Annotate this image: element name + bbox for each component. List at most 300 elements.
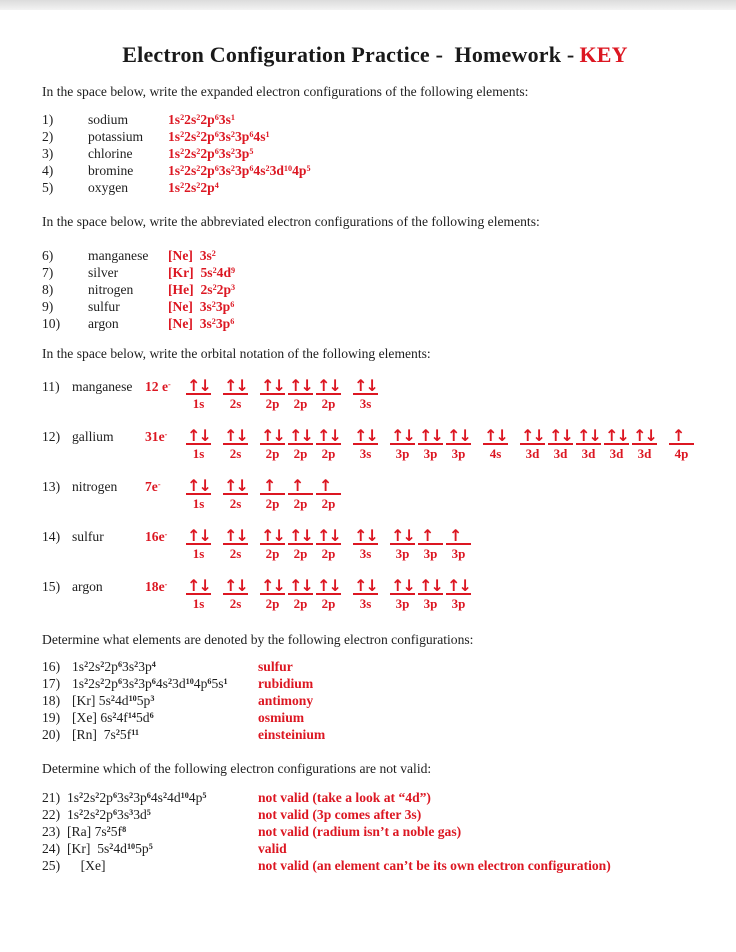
orbital-group bbox=[353, 376, 381, 412]
list-item bbox=[42, 145, 708, 162]
superscript: 14 bbox=[127, 711, 136, 721]
orbital-label: 2p bbox=[265, 596, 280, 611]
superscript: 11 bbox=[131, 728, 139, 738]
orbital-box bbox=[446, 526, 471, 562]
orbital-label: 4s bbox=[489, 446, 502, 461]
item-number: 7) bbox=[42, 265, 54, 280]
orbital-label: 2p bbox=[293, 596, 308, 611]
electron-arrows: ↑↓ bbox=[577, 426, 600, 445]
orbital-group bbox=[483, 426, 511, 462]
orbital-box bbox=[260, 376, 285, 412]
superscript: 10 bbox=[126, 842, 136, 852]
superscript: 2 bbox=[180, 113, 185, 123]
orbital-group bbox=[260, 376, 344, 412]
electron-arrows: ↑↓ bbox=[289, 376, 312, 395]
orbital-item bbox=[42, 376, 708, 412]
list-item bbox=[42, 264, 708, 281]
list-item bbox=[42, 281, 708, 298]
superscript: 3 bbox=[129, 808, 134, 818]
superscript: 6 bbox=[249, 130, 254, 140]
orbital-label: 3p bbox=[395, 446, 410, 461]
orbital-diagram bbox=[186, 476, 708, 512]
orbital-box bbox=[316, 376, 341, 412]
element-name: chlorine bbox=[88, 146, 133, 161]
orbital-label: 3p bbox=[423, 446, 438, 461]
superscript: 2 bbox=[230, 147, 235, 157]
superscript: 2 bbox=[196, 164, 201, 174]
electron-arrows: ↑↓ bbox=[224, 426, 247, 445]
superscript: 2 bbox=[196, 147, 201, 157]
orbital-diagram bbox=[186, 426, 708, 462]
list-item bbox=[42, 692, 708, 709]
orbital-box bbox=[576, 426, 601, 462]
superscript: 2 bbox=[212, 266, 217, 276]
orbital-box bbox=[548, 426, 573, 462]
list-item bbox=[42, 111, 708, 128]
superscript: 4 bbox=[151, 660, 156, 670]
item-number: 19) bbox=[42, 710, 61, 725]
given-configuration: $1s^22s^22p^63s^23p^4$ bbox=[72, 659, 156, 674]
superscript: 1 bbox=[265, 130, 270, 140]
electron-arrows: ↑↓ bbox=[261, 526, 284, 545]
section-abbreviated-intro: In the space below, write the abbreviated electron configurations of the following elements: bbox=[42, 214, 540, 229]
orbital-label: 2p bbox=[293, 496, 308, 511]
superscript: 2 bbox=[196, 130, 201, 140]
orbital-box bbox=[316, 576, 341, 612]
orbital-label: 2p bbox=[293, 546, 308, 561]
orbital-box bbox=[418, 576, 443, 612]
answer-configuration: $1s^22s^22p^4$ bbox=[168, 180, 219, 195]
superscript: 5 bbox=[148, 842, 153, 852]
superscript: 2 bbox=[112, 711, 117, 721]
electron-arrows: ↑ bbox=[260, 476, 285, 495]
orbital-group bbox=[186, 476, 214, 512]
answer-configuration: $1s^22s^22p^63s^23p^5$ bbox=[168, 146, 254, 161]
superscript: 6 bbox=[112, 791, 118, 801]
section-identify-intro: Determine what elements are denoted by the following electron configurations: bbox=[42, 632, 474, 647]
orbital-label: 3s bbox=[359, 396, 372, 411]
superscript: 3 bbox=[231, 283, 236, 293]
orbital-label: 2s bbox=[229, 546, 242, 561]
superscript: 2 bbox=[230, 130, 235, 140]
superscript: 6 bbox=[214, 147, 219, 157]
answer-element: antimony bbox=[258, 693, 314, 708]
worksheet-page bbox=[0, 10, 736, 874]
orbital-group bbox=[223, 576, 251, 612]
section-orbital-intro: In the space below, write the orbital notation of the following elements: bbox=[42, 346, 431, 361]
electron-arrows: ↑↓ bbox=[289, 576, 312, 595]
orbital-box bbox=[353, 376, 378, 412]
superscript: 2 bbox=[230, 164, 235, 174]
orbital-diagram bbox=[186, 576, 708, 612]
electron-arrows: ↑↓ bbox=[289, 426, 312, 445]
given-configuration: [Rn] $7s^25f^{11}$ bbox=[72, 727, 139, 742]
orbital-label: 3p bbox=[451, 596, 466, 611]
superscript: 6 bbox=[149, 711, 154, 721]
orbital-group bbox=[223, 376, 251, 412]
orbital-box bbox=[186, 376, 211, 412]
given-configuration: [Xe] bbox=[67, 858, 106, 873]
superscript: 6 bbox=[230, 300, 235, 310]
electron-arrows: ↑↓ bbox=[317, 426, 340, 445]
orbital-group bbox=[669, 426, 697, 462]
orbital-group bbox=[260, 576, 344, 612]
electron-arrows: ↑↓ bbox=[605, 426, 628, 445]
superscript: 2 bbox=[110, 694, 115, 704]
superscript: 8 bbox=[122, 825, 127, 835]
element-name: oxygen bbox=[88, 180, 129, 195]
orbital-item bbox=[42, 476, 708, 512]
orbital-label: 2p bbox=[265, 396, 280, 411]
orbital-label: 2p bbox=[265, 546, 280, 561]
orbital-label: 3p bbox=[395, 596, 410, 611]
orbital-group bbox=[353, 526, 381, 562]
orbital-label: 3p bbox=[423, 546, 438, 561]
list-item bbox=[42, 162, 708, 179]
superscript: 6 bbox=[207, 677, 212, 687]
superscript: 6 bbox=[214, 164, 219, 174]
orbital-label: 4p bbox=[674, 446, 689, 461]
given-configuration: $1s^22s^22p^63s^23p^64s^23d^{10}4p^65s^1$ bbox=[72, 676, 228, 691]
superscript: - bbox=[164, 430, 168, 440]
electron-arrows: ↑↓ bbox=[224, 576, 247, 595]
element-name: silver bbox=[88, 265, 119, 280]
orbital-group bbox=[186, 576, 214, 612]
superscript: 6 bbox=[117, 660, 123, 670]
item-number: 13) bbox=[42, 479, 61, 494]
electron-count: 12 e- bbox=[145, 379, 171, 394]
orbital-label: 3p bbox=[395, 546, 410, 561]
element-name: manganese bbox=[72, 379, 133, 394]
superscript: 6 bbox=[112, 808, 118, 818]
element-name: gallium bbox=[72, 429, 114, 444]
page-title-key: KEY bbox=[579, 42, 628, 67]
orbital-box bbox=[288, 376, 313, 412]
element-name: potassium bbox=[88, 129, 144, 144]
element-name: argon bbox=[72, 579, 103, 594]
orbital-group bbox=[260, 526, 344, 562]
electron-arrows: ↑↓ bbox=[317, 376, 340, 395]
answer-validity: valid bbox=[258, 841, 287, 856]
orbital-label: 3d bbox=[609, 446, 624, 461]
orbital-box bbox=[288, 426, 313, 462]
electron-arrows: ↑↓ bbox=[521, 426, 544, 445]
electron-arrows: ↑↓ bbox=[354, 576, 377, 595]
section-orbital-list bbox=[42, 376, 708, 612]
answer-validity: not valid (an element can’t be its own electron configuration) bbox=[258, 858, 611, 873]
item-number: 16) bbox=[42, 659, 61, 674]
superscript: 1 bbox=[230, 113, 235, 123]
item-number: 23) bbox=[42, 824, 61, 839]
orbital-label: 2p bbox=[321, 446, 336, 461]
superscript: 2 bbox=[211, 300, 216, 310]
orbital-label: 1s bbox=[192, 396, 205, 411]
element-name: nitrogen bbox=[88, 282, 134, 297]
page-top-edge bbox=[0, 0, 736, 10]
superscript: 2 bbox=[180, 181, 185, 191]
orbital-label: 1s bbox=[192, 596, 205, 611]
electron-count: 18e- bbox=[145, 579, 168, 594]
orbital-label: 2p bbox=[293, 396, 308, 411]
electron-arrows: ↑↓ bbox=[317, 576, 340, 595]
element-name: manganese bbox=[88, 248, 149, 263]
superscript: 5 bbox=[146, 808, 151, 818]
superscript: 2 bbox=[100, 660, 105, 670]
section-abbreviated-list bbox=[42, 247, 708, 332]
superscript: 2 bbox=[167, 677, 173, 687]
orbital-box bbox=[316, 526, 341, 562]
orbital-box bbox=[353, 426, 378, 462]
superscript: 2 bbox=[95, 791, 100, 801]
orbital-label: 3p bbox=[423, 596, 438, 611]
superscript: 2 bbox=[95, 808, 100, 818]
item-number: 6) bbox=[42, 248, 54, 263]
orbital-box bbox=[186, 576, 211, 612]
element-name: bromine bbox=[88, 163, 134, 178]
electron-arrows: ↑↓ bbox=[187, 476, 210, 495]
electron-arrows: ↑↓ bbox=[224, 376, 247, 395]
item-number: 2) bbox=[42, 129, 54, 144]
item-number: 5) bbox=[42, 180, 54, 195]
list-item bbox=[42, 709, 708, 726]
answer-configuration: [He] $2s^22p^3$ bbox=[168, 282, 236, 297]
superscript: 2 bbox=[180, 130, 185, 140]
list-item bbox=[42, 128, 708, 145]
electron-arrows: ↑↓ bbox=[187, 526, 210, 545]
list-item bbox=[42, 247, 708, 264]
superscript: 2 bbox=[79, 791, 84, 801]
section-validity-list bbox=[42, 789, 708, 874]
electron-arrows: ↑↓ bbox=[391, 426, 414, 445]
orbital-label: 2p bbox=[265, 446, 280, 461]
superscript: 2 bbox=[129, 791, 134, 801]
electron-count: 31e- bbox=[145, 429, 168, 444]
given-configuration: [Kr] $5s^24d^{10}5p^5$ bbox=[67, 841, 153, 856]
orbital-box bbox=[446, 426, 471, 462]
orbital-label: 2p bbox=[321, 546, 336, 561]
item-number: 12) bbox=[42, 429, 61, 444]
answer-configuration: [Kr] $5s^24d^9$ bbox=[168, 265, 236, 280]
answer-validity: not valid (take a look at “4d”) bbox=[258, 790, 431, 805]
element-name: sulfur bbox=[88, 299, 120, 314]
item-number: 15) bbox=[42, 579, 61, 594]
orbital-group bbox=[186, 376, 214, 412]
answer-element: osmium bbox=[258, 710, 305, 725]
superscript: 2 bbox=[162, 791, 168, 801]
answer-element: sulfur bbox=[258, 659, 293, 674]
section-identify-list bbox=[42, 658, 708, 743]
item-number: 9) bbox=[42, 299, 54, 314]
orbital-box bbox=[418, 526, 443, 562]
electron-arrows: ↑↓ bbox=[187, 376, 210, 395]
item-number: 10) bbox=[42, 316, 61, 331]
orbital-label: 2p bbox=[321, 496, 336, 511]
orbital-box bbox=[353, 526, 378, 562]
superscript: 2 bbox=[100, 677, 105, 687]
electron-arrows: ↑ bbox=[669, 426, 694, 445]
answer-validity: not valid (3p comes after 3s) bbox=[258, 807, 422, 822]
orbital-box bbox=[223, 526, 248, 562]
orbital-group bbox=[223, 476, 251, 512]
electron-arrows: ↑↓ bbox=[447, 426, 470, 445]
superscript: 2 bbox=[79, 808, 84, 818]
given-configuration: [Kr] $5s^24d^{10}5p^3$ bbox=[72, 693, 155, 708]
superscript: 2 bbox=[196, 181, 201, 191]
orbital-box bbox=[316, 476, 341, 512]
superscript: 10 bbox=[185, 677, 194, 687]
orbital-box bbox=[316, 426, 341, 462]
orbital-label: 2p bbox=[293, 446, 308, 461]
superscript: 2 bbox=[212, 283, 217, 293]
electron-count: 7e- bbox=[145, 479, 161, 494]
orbital-box bbox=[669, 426, 694, 462]
electron-arrows: ↑↓ bbox=[354, 376, 377, 395]
orbital-group bbox=[390, 526, 474, 562]
element-name: argon bbox=[88, 316, 119, 331]
electron-arrows: ↑↓ bbox=[633, 426, 656, 445]
list-item bbox=[42, 315, 708, 332]
electron-arrows: ↑↓ bbox=[187, 426, 210, 445]
answer-configuration: [Ne] $3s^2$ bbox=[168, 248, 216, 263]
orbital-group bbox=[186, 426, 214, 462]
list-item bbox=[42, 658, 708, 675]
orbital-box bbox=[223, 376, 248, 412]
superscript: 2 bbox=[109, 842, 114, 852]
orbital-box bbox=[223, 476, 248, 512]
item-number: 21) bbox=[42, 790, 61, 805]
item-number: 22) bbox=[42, 807, 61, 822]
electron-arrows: ↑↓ bbox=[317, 526, 340, 545]
electron-arrows: ↑↓ bbox=[187, 576, 210, 595]
orbital-box bbox=[390, 576, 415, 612]
superscript: 1 bbox=[223, 677, 228, 687]
item-number: 24) bbox=[42, 841, 61, 856]
orbital-box bbox=[418, 426, 443, 462]
list-item bbox=[42, 298, 708, 315]
electron-arrows: ↑↓ bbox=[484, 426, 507, 445]
list-item bbox=[42, 726, 708, 743]
electron-arrows: ↑↓ bbox=[261, 376, 284, 395]
orbital-group bbox=[260, 426, 344, 462]
electron-arrows: ↑ bbox=[418, 526, 443, 545]
superscript: 4 bbox=[214, 181, 219, 191]
electron-arrows: ↑↓ bbox=[224, 476, 247, 495]
superscript: 2 bbox=[134, 660, 139, 670]
answer-configuration: $1s^22s^22p^63s^1$ bbox=[168, 112, 235, 127]
answer-element: einsteinium bbox=[258, 727, 326, 742]
superscript: - bbox=[164, 580, 168, 590]
item-number: 8) bbox=[42, 282, 54, 297]
item-number: 3) bbox=[42, 146, 54, 161]
item-number: 4) bbox=[42, 163, 54, 178]
answer-element: rubidium bbox=[258, 676, 314, 691]
orbital-box bbox=[260, 576, 285, 612]
orbital-diagram bbox=[186, 526, 708, 562]
item-number: 17) bbox=[42, 676, 61, 691]
orbital-label: 3p bbox=[451, 546, 466, 561]
section-validity-intro: Determine which of the following electron configurations are not valid: bbox=[42, 761, 432, 776]
electron-arrows: ↑↓ bbox=[261, 426, 284, 445]
orbital-box bbox=[288, 526, 313, 562]
orbital-box bbox=[223, 426, 248, 462]
superscript: 10 bbox=[128, 694, 137, 704]
list-item bbox=[42, 789, 708, 806]
given-configuration: $1s^22s^22p^63s^23p^64s^24d^{10}4p^5$ bbox=[67, 790, 207, 805]
superscript: 3 bbox=[150, 694, 155, 704]
orbital-box bbox=[520, 426, 545, 462]
answer-validity: not valid (radium isn’t a noble gas) bbox=[258, 824, 462, 839]
superscript: 5 bbox=[202, 791, 207, 801]
orbital-label: 3d bbox=[637, 446, 652, 461]
orbital-label: 2s bbox=[229, 396, 242, 411]
superscript: - bbox=[164, 530, 168, 540]
item-number: 20) bbox=[42, 727, 61, 742]
orbital-item bbox=[42, 426, 708, 462]
superscript: 2 bbox=[134, 677, 139, 687]
answer-configuration: [Ne] $3s^23p^6$ bbox=[168, 316, 235, 331]
orbital-label: 2s bbox=[229, 496, 242, 511]
list-item bbox=[42, 840, 708, 857]
orbital-label: 3s bbox=[359, 596, 372, 611]
superscript: 6 bbox=[151, 677, 156, 687]
superscript: 2 bbox=[106, 825, 111, 835]
orbital-label: 3p bbox=[451, 446, 466, 461]
page-title bbox=[42, 42, 708, 68]
orbital-group bbox=[260, 476, 344, 512]
superscript: 5 bbox=[249, 147, 254, 157]
electron-arrows: ↑ bbox=[446, 526, 471, 545]
orbital-label: 3s bbox=[359, 546, 372, 561]
superscript: 2 bbox=[84, 660, 89, 670]
list-item bbox=[42, 857, 708, 874]
superscript: 2 bbox=[115, 728, 120, 738]
list-item bbox=[42, 806, 708, 823]
electron-arrows: ↑ bbox=[288, 476, 313, 495]
section-expanded-intro: In the space below, write the expanded electron configurations of the following elements: bbox=[42, 84, 529, 99]
orbital-label: 3d bbox=[525, 446, 540, 461]
list-item bbox=[42, 823, 708, 840]
orbital-box bbox=[446, 576, 471, 612]
element-name: nitrogen bbox=[72, 479, 118, 494]
orbital-group bbox=[390, 426, 474, 462]
answer-configuration: $1s^22s^22p^63s^23p^64s^23d^{10}4p^5$ bbox=[168, 163, 311, 178]
orbital-box bbox=[260, 426, 285, 462]
electron-arrows: ↑ bbox=[316, 476, 341, 495]
electron-count: 16e- bbox=[145, 529, 168, 544]
electron-arrows: ↑↓ bbox=[289, 526, 312, 545]
given-configuration: $1s^22s^22p^63s^33d^5$ bbox=[67, 807, 151, 822]
orbital-label: 3s bbox=[359, 446, 372, 461]
superscript: 2 bbox=[180, 164, 185, 174]
orbital-box bbox=[260, 526, 285, 562]
orbital-label: 1s bbox=[192, 546, 205, 561]
superscript: 2 bbox=[196, 113, 201, 123]
orbital-label: 2s bbox=[229, 446, 242, 461]
superscript: 6 bbox=[117, 677, 123, 687]
superscript: - bbox=[168, 380, 171, 390]
list-item bbox=[42, 179, 708, 196]
orbital-group bbox=[390, 576, 474, 612]
orbital-box bbox=[186, 426, 211, 462]
orbital-label: 2p bbox=[321, 396, 336, 411]
electron-arrows: ↑↓ bbox=[447, 576, 470, 595]
orbital-box bbox=[390, 526, 415, 562]
orbital-label: 2p bbox=[321, 596, 336, 611]
orbital-group bbox=[186, 526, 214, 562]
item-number: 18) bbox=[42, 693, 61, 708]
orbital-box bbox=[353, 576, 378, 612]
electron-arrows: ↑↓ bbox=[549, 426, 572, 445]
